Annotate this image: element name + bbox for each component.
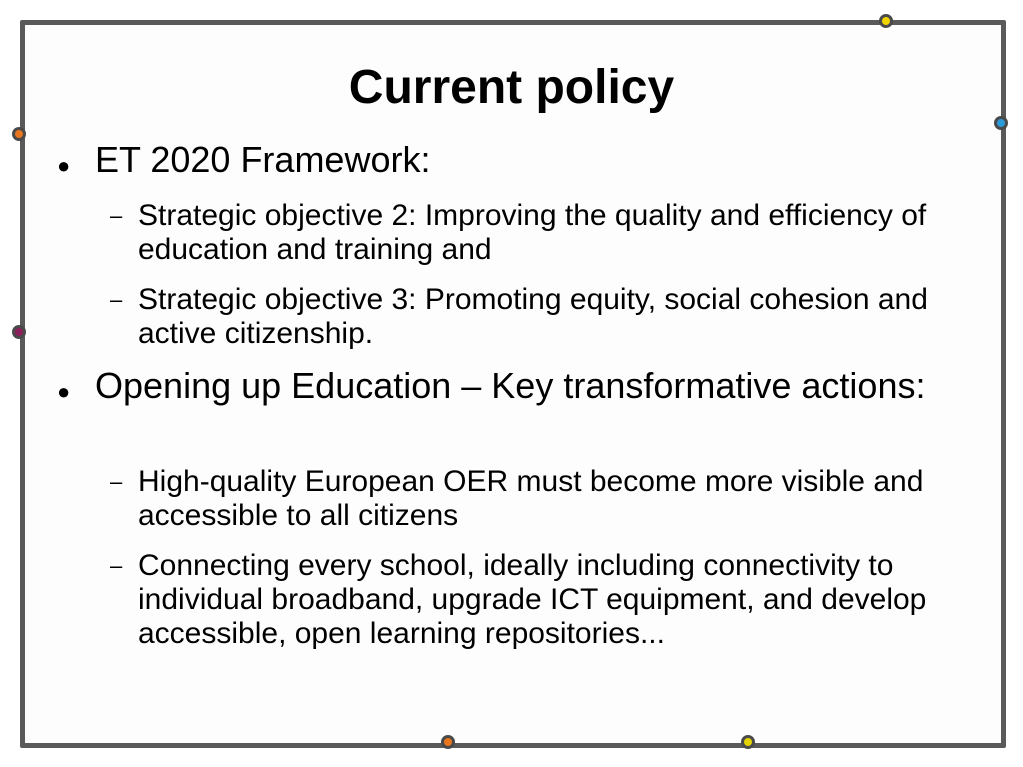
- bullet-item: [57, 365, 955, 406]
- frame-dot-right: [994, 116, 1008, 130]
- sub-bullet-item: [110, 283, 958, 351]
- sub-bullet-text: Strategic objective 3: Promoting equity, social cohesion and active citizenship.: [138, 283, 928, 350]
- frame-dot-left-upper: [12, 127, 26, 141]
- slide-title: Current policy: [348, 61, 675, 114]
- dash-icon: –: [110, 203, 123, 228]
- sub-bullet-item: [110, 465, 958, 533]
- sub-bullet-text: Strategic objective 2: Improving the quality and efficiency of education and training and: [138, 199, 927, 266]
- sub-bullet-item: [110, 199, 958, 267]
- sub-bullet-text: Connecting every school, ideally including connectivity to individual broadband, upgrade ICT equipment, and develop accessible, open learning repositories...: [138, 549, 927, 650]
- frame-dot-top-right: [879, 14, 893, 28]
- bullet-text: Opening up Education – Key transformative actions:: [95, 365, 926, 406]
- bullet-item: [57, 139, 955, 180]
- frame-dot-bottom-right: [741, 735, 755, 749]
- dash-icon: –: [110, 469, 123, 494]
- bullet-icon: ●: [57, 379, 71, 404]
- dash-icon: –: [110, 553, 123, 578]
- sub-bullet-item: [110, 549, 958, 651]
- bullet-icon: ●: [57, 153, 71, 178]
- frame-dot-left-middle: [12, 325, 26, 339]
- bullet-text: ET 2020 Framework:: [95, 139, 431, 180]
- dash-icon: –: [110, 287, 123, 312]
- frame-dot-bottom-left: [441, 735, 455, 749]
- sub-bullet-text: High-quality European OER must become more visible and accessible to all citizens: [138, 465, 924, 532]
